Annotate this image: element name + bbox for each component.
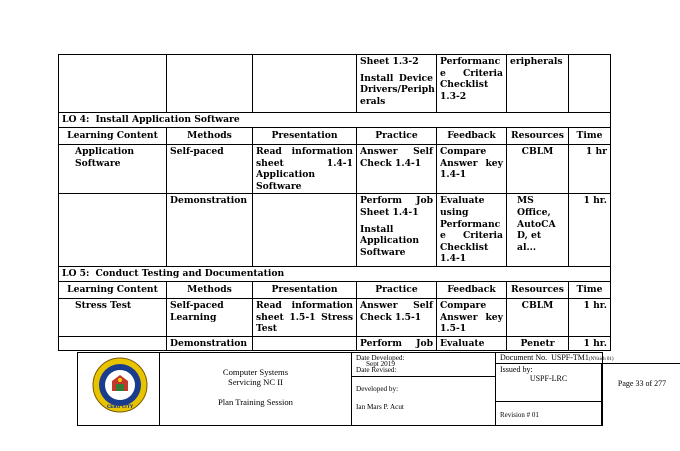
- resources-cell: MS Office, AutoCA D, et al...: [507, 194, 569, 267]
- header-feedback: Feedback: [437, 281, 507, 298]
- header-time: Time: [569, 281, 611, 298]
- feedback-cell: Performanc e Criteria Checklist 1.3-2: [437, 55, 507, 113]
- lo4-row-1: [59, 145, 611, 194]
- program-module: Plan Training Session: [218, 397, 293, 407]
- revision: Revision # 01: [496, 402, 602, 425]
- lo4-header-row: [59, 128, 611, 145]
- lo5-header-row: [59, 281, 611, 298]
- date-revised-label: Date Revised:: [356, 366, 397, 374]
- logo-text: CEBU CITY: [106, 405, 134, 410]
- feedback-cell: Evaluate: [437, 336, 507, 351]
- lo5-row-1: [59, 298, 611, 336]
- header-learning-content: Learning Content: [59, 128, 167, 145]
- issued-by-label: Issued by:: [500, 365, 533, 374]
- feedback-cell: Compare Answer key 1.4-1: [437, 145, 507, 194]
- issued-by-block: [496, 364, 602, 402]
- methods-cell: Self-paced Learning: [167, 298, 253, 336]
- practice-cell: Perform Job Sheet 1.4-1 Install Application Software: [357, 194, 437, 267]
- methods-cell: [167, 55, 253, 113]
- header-methods: Methods: [167, 128, 253, 145]
- presentation-cell: [253, 336, 357, 351]
- developer-block: [352, 377, 495, 411]
- date-developed-value: Sept 2019: [366, 360, 395, 368]
- resources-cell: CBLM: [507, 145, 569, 194]
- continued-row: [59, 55, 611, 113]
- header-practice: Practice: [357, 128, 437, 145]
- practice-cell: Sheet 1.3-2 Install Device Drivers/Periph erals: [357, 55, 437, 113]
- content-cell: [59, 55, 167, 113]
- practice-cell: Answer Self Check 1.4-1: [357, 145, 437, 194]
- document-info-cell: [496, 353, 667, 425]
- resources-cell: Penetr: [507, 336, 569, 351]
- feedback-cell: Evaluate using Performanc e Criteria Checklist 1.4-1: [437, 194, 507, 267]
- content-cell: [59, 194, 167, 267]
- logo-cell: [78, 353, 160, 425]
- content-cell: [59, 336, 167, 351]
- program-name-2: Servicing NC II: [228, 377, 283, 387]
- lo5-heading-row: [59, 266, 611, 281]
- document-footer: [77, 352, 667, 426]
- time-cell: 1 hr: [569, 145, 611, 194]
- header-resources: Resources: [507, 281, 569, 298]
- presentation-cell: Read information sheet 1.4-1 Application Software: [253, 145, 357, 194]
- dates-cell: [352, 353, 496, 425]
- presentation-cell: [253, 194, 357, 267]
- date-developed-label: Date Developed:: [356, 354, 405, 362]
- developed-by-label: Developed by:: [356, 385, 399, 393]
- header-presentation: Presentation: [253, 128, 357, 145]
- time-cell: 1 hr.: [569, 194, 611, 267]
- lo5-row-2: [59, 336, 611, 351]
- page-number: Page 33 of 277: [617, 379, 667, 388]
- header-methods: Methods: [167, 281, 253, 298]
- document-number: Document No. USPF-TM1(NVaich 01): [496, 353, 680, 364]
- presentation-cell: [253, 55, 357, 113]
- header-learning-content: Learning Content: [59, 281, 167, 298]
- methods-cell: Demonstration: [167, 194, 253, 267]
- practice-cell: Answer Self Check 1.5-1: [357, 298, 437, 336]
- methods-cell: Demonstration: [167, 336, 253, 351]
- time-cell: [569, 55, 611, 113]
- lo4-heading-row: [59, 113, 611, 128]
- content-cell: Application Software: [59, 145, 167, 194]
- header-feedback: Feedback: [437, 128, 507, 145]
- lo5-heading: LO 5: Conduct Testing and Documentation: [59, 266, 611, 281]
- resources-cell: eripherals: [507, 55, 569, 113]
- header-time: Time: [569, 128, 611, 145]
- program-name-1: Computer Systems: [222, 367, 289, 377]
- header-presentation: Presentation: [253, 281, 357, 298]
- issued-by-value: USPF-LRC: [529, 374, 568, 383]
- date-block: [352, 353, 495, 377]
- school-seal-logo: [92, 357, 148, 413]
- header-practice: Practice: [357, 281, 437, 298]
- time-cell: 1 hr.: [569, 336, 611, 351]
- practice-cell: Perform Job: [357, 336, 437, 351]
- developed-by-value: Ian Mars P. Acut: [356, 403, 404, 411]
- header-resources: Resources: [507, 128, 569, 145]
- resources-cell: CBLM: [507, 298, 569, 336]
- lo4-row-2: [59, 194, 611, 267]
- time-cell: 1 hr.: [569, 298, 611, 336]
- presentation-cell: Read information sheet 1.5-1 Stress Test: [253, 298, 357, 336]
- session-plan-table: [58, 54, 610, 351]
- content-cell: Stress Test: [59, 298, 167, 336]
- lo4-heading: LO 4: Install Application Software: [59, 113, 611, 128]
- methods-cell: Self-paced: [167, 145, 253, 194]
- program-cell: [160, 353, 352, 425]
- feedback-cell: Compare Answer key 1.5-1: [437, 298, 507, 336]
